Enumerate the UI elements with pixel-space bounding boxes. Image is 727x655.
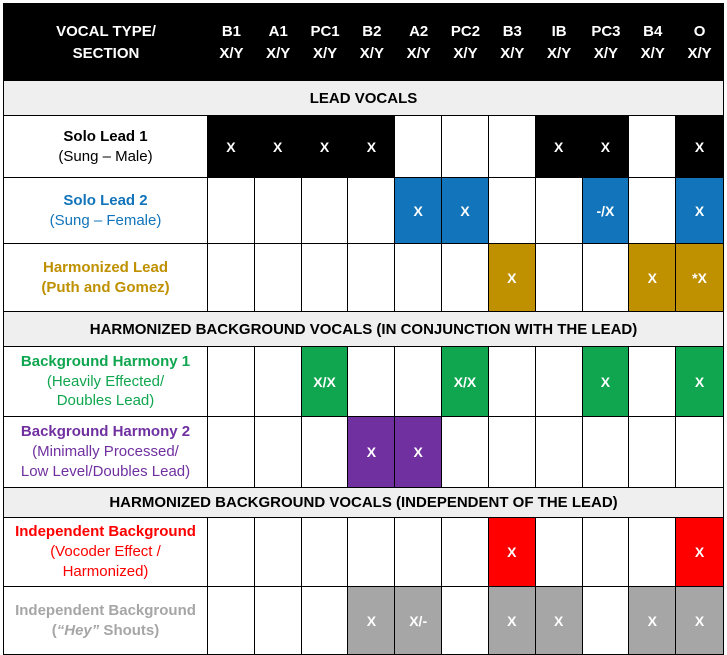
row-label-line: (Minimally Processed/ — [32, 443, 179, 461]
empty-cell — [208, 587, 255, 654]
row-label-independent-background-hey — [4, 587, 208, 654]
empty-cell — [629, 518, 676, 587]
mark-cell-a1: X — [255, 116, 302, 178]
row-label-line: Background Harmony 2 — [20, 423, 191, 441]
empty-cell — [395, 116, 442, 178]
mark-cell-b2: X — [348, 587, 395, 654]
empty-cell — [536, 244, 583, 312]
row-label-solo-lead-2 — [4, 178, 208, 244]
table-row-background-harmony-2 — [4, 417, 723, 488]
empty-cell — [255, 417, 302, 488]
mark-cell-a2: X — [395, 178, 442, 244]
mark-cell-o: X — [676, 347, 723, 417]
column-header-sub: X/Y — [312, 44, 338, 62]
column-header-sub: X/Y — [500, 44, 525, 62]
empty-cell — [489, 417, 536, 488]
empty-cell — [302, 178, 349, 244]
empty-cell — [442, 518, 489, 587]
empty-cell — [302, 518, 349, 587]
empty-cell — [395, 518, 442, 587]
empty-cell — [208, 417, 255, 488]
column-header-b2 — [348, 4, 395, 81]
empty-cell — [395, 244, 442, 312]
corner-header-line: SECTION — [72, 44, 140, 62]
empty-cell — [302, 417, 349, 488]
empty-cell — [348, 244, 395, 312]
mark-cell-b2: X — [348, 116, 395, 178]
row-label-line: Low Level/Doubles Lead) — [20, 462, 191, 480]
row-label-background-harmony-2 — [4, 417, 208, 488]
empty-cell — [302, 244, 349, 312]
empty-cell — [489, 178, 536, 244]
empty-cell — [583, 244, 630, 312]
column-header-label: B2 — [362, 22, 382, 40]
mark-cell-a2: X/- — [395, 587, 442, 654]
empty-cell — [583, 518, 630, 587]
empty-cell — [629, 347, 676, 417]
column-header-sub: X/Y — [640, 44, 665, 62]
column-header-label: B4 — [643, 22, 663, 40]
mark-cell-pc1: X — [302, 116, 349, 178]
column-header-label: PC1 — [310, 22, 340, 40]
empty-cell — [536, 178, 583, 244]
mark-cell-b4: X — [629, 587, 676, 654]
column-header-sub: X/Y — [219, 44, 244, 62]
row-label-harmonized-lead — [4, 244, 208, 312]
row-label-line: Harmonized Lead — [42, 258, 169, 276]
mark-cell-pc1: X/X — [302, 347, 349, 417]
empty-cell — [489, 347, 536, 417]
section-band-title: HARMONIZED BACKGROUND VOCALS (INDEPENDENT OF THE LEAD) — [109, 494, 618, 511]
empty-cell — [255, 178, 302, 244]
column-header-a2 — [395, 4, 442, 81]
column-header-sub: X/Y — [406, 44, 431, 62]
mark-cell-b3: X — [489, 587, 536, 654]
empty-cell — [536, 347, 583, 417]
mark-cell-b4: X — [629, 244, 676, 312]
row-label-line: Independent Background — [15, 523, 196, 541]
mark-cell-ib: X — [536, 587, 583, 654]
column-header-sub: X/Y — [359, 44, 384, 62]
mark-cell-ib: X — [536, 116, 583, 178]
column-header-a1 — [255, 4, 302, 81]
column-header-b4 — [629, 4, 676, 81]
column-header-sub: X/Y — [266, 44, 291, 62]
row-label-line: (Puth and Gomez) — [41, 278, 170, 296]
row-label-line: Independent Background — [15, 601, 196, 619]
column-header-b3 — [489, 4, 536, 81]
column-header-ib — [536, 4, 583, 81]
row-label-line: (Vocoder Effect / — [50, 543, 161, 561]
column-header-label: PC3 — [591, 22, 621, 40]
column-header-sub: X/Y — [547, 44, 572, 62]
row-label-line: (“Hey” Shouts) — [51, 621, 160, 639]
corner-header — [4, 4, 208, 81]
mark-cell-pc2: X/X — [442, 347, 489, 417]
row-label-line: (Sung – Male) — [58, 147, 153, 165]
empty-cell — [536, 417, 583, 488]
empty-cell — [348, 518, 395, 587]
mark-cell-o: *X — [676, 244, 723, 312]
mark-cell-pc3: X — [583, 347, 630, 417]
column-header-pc2 — [442, 4, 489, 81]
row-label-solo-lead-1 — [4, 116, 208, 178]
empty-cell — [255, 347, 302, 417]
column-header-sub: X/Y — [593, 44, 619, 62]
mark-cell-b2: X — [348, 417, 395, 488]
table-row-independent-background-hey — [4, 587, 723, 654]
section-band — [4, 81, 723, 116]
empty-cell — [629, 417, 676, 488]
mark-cell-b1: X — [208, 116, 255, 178]
column-header-label: PC2 — [450, 22, 481, 40]
column-header-b1 — [208, 4, 255, 81]
corner-header-line: VOCAL TYPE/ — [56, 22, 156, 40]
section-band-title: LEAD VOCALS — [309, 89, 418, 107]
column-header-o — [676, 4, 723, 81]
mark-cell-pc3: X — [583, 116, 630, 178]
section-band — [4, 488, 723, 518]
row-label-line: Solo Lead 2 — [63, 191, 148, 209]
column-header-label: A1 — [268, 22, 288, 40]
row-label-line: (Sung – Female) — [49, 211, 162, 229]
mark-cell-a2: X — [395, 417, 442, 488]
mark-cell-pc2: X — [442, 178, 489, 244]
empty-cell — [208, 178, 255, 244]
empty-cell — [255, 587, 302, 654]
empty-cell — [583, 587, 630, 654]
column-header-label: B3 — [502, 22, 522, 40]
empty-cell — [208, 347, 255, 417]
row-label-line: (Heavily Effected/ — [46, 372, 165, 390]
empty-cell — [629, 178, 676, 244]
mark-cell-o: X — [676, 116, 723, 178]
column-header-label: IB — [551, 22, 567, 40]
section-band-title: HARMONIZED BACKGROUND VOCALS (IN CONJUNCTION WITH THE LEAD) — [89, 320, 638, 338]
table-row-solo-lead-1 — [4, 116, 723, 178]
empty-cell — [442, 417, 489, 488]
mark-cell-o: X — [676, 587, 723, 654]
empty-cell — [442, 116, 489, 178]
column-header-sub: X/Y — [687, 44, 712, 62]
column-header-label: O — [693, 22, 706, 40]
section-band — [4, 312, 723, 347]
empty-cell — [348, 178, 395, 244]
mark-cell-b3: X — [489, 244, 536, 312]
row-label-line: Harmonized) — [62, 562, 149, 580]
column-header-sub: X/Y — [453, 44, 478, 62]
column-header-label: B1 — [221, 22, 241, 40]
table-row-background-harmony-1 — [4, 347, 723, 417]
column-header-pc1 — [302, 4, 349, 81]
empty-cell — [348, 347, 395, 417]
empty-cell — [255, 244, 302, 312]
empty-cell — [302, 587, 349, 654]
empty-cell — [536, 518, 583, 587]
vocal-arrangement-table — [3, 3, 724, 655]
empty-cell — [255, 518, 302, 587]
row-label-line: Doubles Lead) — [56, 392, 155, 410]
empty-cell — [489, 116, 536, 178]
empty-cell — [676, 417, 723, 488]
empty-cell — [442, 244, 489, 312]
row-label-line: Background Harmony 1 — [20, 352, 191, 370]
empty-cell — [208, 518, 255, 587]
row-label-line: Solo Lead 1 — [63, 127, 148, 145]
mark-cell-o: X — [676, 518, 723, 587]
empty-cell — [208, 244, 255, 312]
mark-cell-b3: X — [489, 518, 536, 587]
table-header-row — [4, 4, 723, 81]
column-header-label: A2 — [409, 22, 429, 40]
mark-cell-o: X — [676, 178, 723, 244]
table-row-solo-lead-2 — [4, 178, 723, 244]
empty-cell — [583, 417, 630, 488]
empty-cell — [395, 347, 442, 417]
column-header-pc3 — [583, 4, 630, 81]
empty-cell — [442, 587, 489, 654]
empty-cell — [629, 116, 676, 178]
mark-cell-pc3: -/X — [583, 178, 630, 244]
table-row-independent-background-vocoder — [4, 518, 723, 587]
row-label-independent-background-vocoder — [4, 518, 208, 587]
hey-italic: “Hey” — [56, 621, 100, 639]
table-row-harmonized-lead — [4, 244, 723, 312]
row-label-background-harmony-1 — [4, 347, 208, 417]
